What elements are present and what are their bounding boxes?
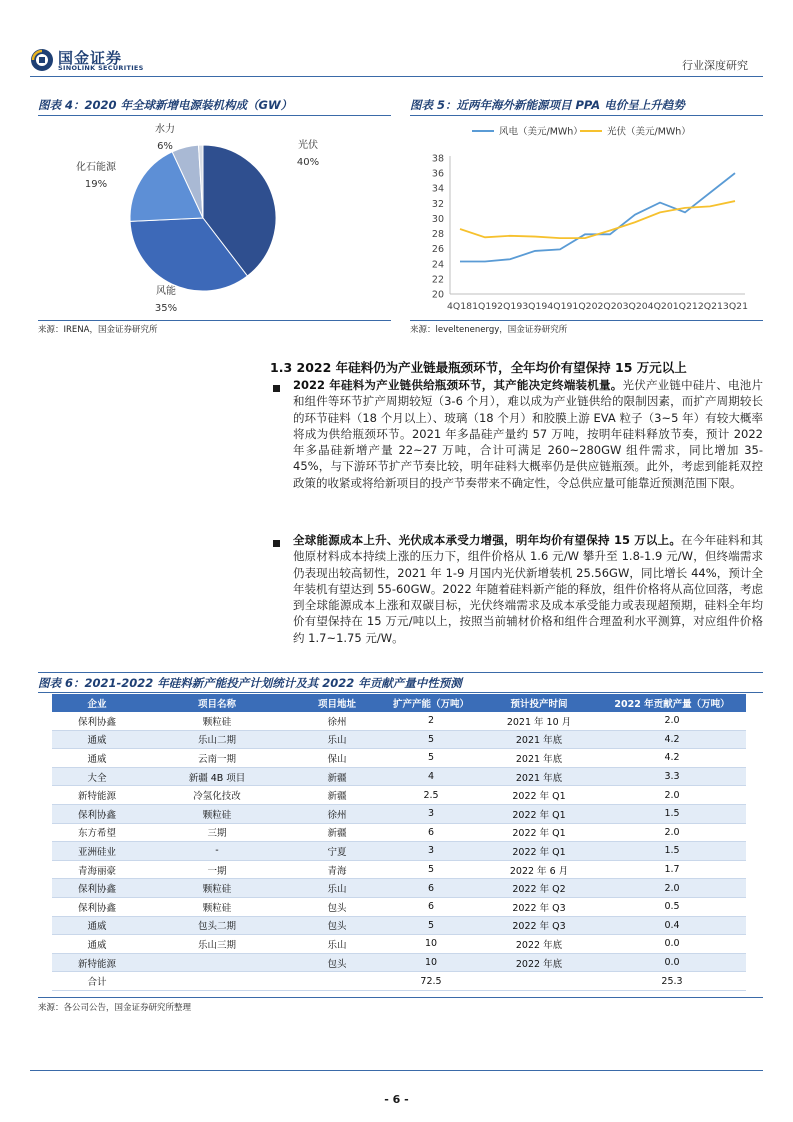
- table-cell: 1.5: [598, 804, 746, 823]
- figure6-title: 图表 6：2021-2022 年硅料新产能投产计划统计及其 2022 年贡献产量中性预测: [38, 676, 462, 690]
- table-header-cell-0: 企业: [52, 694, 142, 712]
- sinolink-logo-icon: [30, 47, 54, 73]
- table-cell: 2021 年底: [480, 749, 598, 768]
- table-header-cell-2: 项目地址: [292, 694, 382, 712]
- table-cell: 新疆 4B 项目: [142, 767, 292, 786]
- table-cell: 乐山: [292, 879, 382, 898]
- table-cell: 新疆: [292, 823, 382, 842]
- table-row: [52, 730, 746, 749]
- table-header-cell-5: 2022 年贡献产量（万吨）: [598, 694, 746, 712]
- figure6-top-rule: [38, 672, 763, 673]
- table-cell: 新疆: [292, 767, 382, 786]
- section-paragraph-2: [293, 532, 763, 646]
- paragraph-1-lead: 2022 年硅料为产业链供给瓶颈环节，其产能决定终端装机量。: [293, 378, 623, 392]
- y-tick-label-0: 20: [431, 289, 444, 301]
- table-cell: 青海丽豪: [52, 860, 142, 879]
- pie-value-label-1: 35%: [154, 303, 178, 314]
- figure4-pie-chart: [38, 118, 393, 320]
- table-cell: 1.5: [598, 842, 746, 861]
- pie-value-label-0: 40%: [296, 157, 320, 168]
- table-cell: 2021 年底: [480, 730, 598, 749]
- table-header-cell-3: 扩产产能（万吨）: [382, 694, 480, 712]
- table-cell: 2: [382, 712, 480, 730]
- section-heading: 1.3 2022 年硅料仍为产业链最瓶颈环节，全年均价有望保持 15 万元以上: [270, 360, 687, 375]
- table-cell: 颗粒硅: [142, 804, 292, 823]
- table-cell: 新疆: [292, 786, 382, 805]
- table-cell: 4.2: [598, 749, 746, 768]
- y-tick-label-8: 36: [431, 168, 444, 180]
- y-tick-label-4: 28: [431, 229, 444, 241]
- table-cell: 2022 年 Q1: [480, 804, 598, 823]
- table-row: [52, 786, 746, 805]
- pie-label-1: 风能: [156, 286, 176, 297]
- table-cell: -: [142, 842, 292, 861]
- table-cell: 三期: [142, 823, 292, 842]
- table-row: [52, 842, 746, 861]
- table-row: [52, 823, 746, 842]
- figure5-bottom-rule: [410, 320, 763, 321]
- figure5-line-chart: [410, 118, 763, 320]
- table-cell: 2022 年 Q1: [480, 823, 598, 842]
- figure4-bottom-rule: [38, 320, 391, 321]
- table-cell: 5: [382, 916, 480, 935]
- table-cell: 2022 年底: [480, 953, 598, 972]
- table-cell: 徐州: [292, 804, 382, 823]
- pie-label-2: 化石能源: [76, 162, 116, 173]
- table-row: [52, 935, 746, 954]
- figure6-source: 来源：各公司公告，国金证券研究所整理: [38, 1003, 192, 1013]
- table-cell: 保山: [292, 749, 382, 768]
- table-cell: 4: [382, 767, 480, 786]
- table-cell: 3.3: [598, 767, 746, 786]
- table-cell: 2022 年底: [480, 935, 598, 954]
- table-cell: 3: [382, 842, 480, 861]
- table-cell: 2021 年 10 月: [480, 712, 598, 730]
- table-cell: 亚洲硅业: [52, 842, 142, 861]
- table-cell: 2.0: [598, 879, 746, 898]
- table-cell: 2022 年 Q3: [480, 916, 598, 935]
- table-cell: 包头: [292, 897, 382, 916]
- series-line-1: [460, 201, 735, 238]
- header-divider: [30, 76, 763, 77]
- paragraph-2-lead: 全球能源成本上升、光伏成本承受力增强，明年均价有望保持 15 万以上。: [293, 533, 682, 547]
- table-cell: 2022 年 Q2: [480, 879, 598, 898]
- figure6-table-wrap: [52, 694, 746, 991]
- figure4-source: 来源：IRENA，国金证券研究所: [38, 325, 158, 335]
- page-number: - 6 -: [384, 1093, 409, 1106]
- table-row: [52, 712, 746, 730]
- table-cell: 包头: [292, 916, 382, 935]
- table-cell: 3: [382, 804, 480, 823]
- table-row: [52, 767, 746, 786]
- footer-divider: [30, 1070, 763, 1071]
- bullet-marker-2: [273, 540, 280, 547]
- table-cell: 一期: [142, 860, 292, 879]
- table-cell: 徐州: [292, 712, 382, 730]
- figure5-title-rule: [410, 115, 763, 116]
- figure4-title-rule: [38, 115, 391, 116]
- table-header-cell-4: 预计投产时间: [480, 694, 598, 712]
- paragraph-1-body: 光伏产业链中硅片、电池片和组件等环节扩产周期较短（3-6 个月），难以成为产业链供给的限制因素，而扩产周期较长的环节硅料（18 个月以上）、玻璃（18 个月）和胶膜上游 EVA 粒子（3~5 年）有较大概率将成为供给瓶颈环节。2021 年多晶硅产量约 57 万吨，按明年硅料释放节奏，预计 2022 年多晶硅新增产量 22~27 万吨，合计可满足 260~280GW 组件需求，同比增加 35-45%，与下游环节扩产节奏比较，明年硅料大概率仍是供应链瓶颈。此外，考虑到能耗双控政策的收紧或将给新项目的投产节奏带来不确定性，令总供应量可能靠近预测范围下限。: [293, 378, 764, 490]
- figure4-title: 图表 4：2020 年全球新增电源装机构成（GW）: [38, 98, 293, 112]
- table-cell: 2021 年底: [480, 767, 598, 786]
- table-header-row: [52, 694, 746, 712]
- bullet-marker-1: [273, 385, 280, 392]
- table-cell: 颗粒硅: [142, 712, 292, 730]
- table-cell: 乐山: [292, 730, 382, 749]
- table-cell: [142, 953, 292, 972]
- table-cell: 宁夏: [292, 842, 382, 861]
- table-cell: 72.5: [382, 972, 480, 991]
- table-cell: 6: [382, 879, 480, 898]
- table-cell: 0.0: [598, 935, 746, 954]
- table-cell: 新特能源: [52, 953, 142, 972]
- table-cell: 东方希望: [52, 823, 142, 842]
- pie-value-label-2: 19%: [84, 179, 108, 190]
- table-cell: 4.2: [598, 730, 746, 749]
- y-tick-label-5: 30: [431, 213, 444, 225]
- table-row: [52, 897, 746, 916]
- y-tick-label-2: 24: [431, 259, 444, 271]
- table-cell: 6: [382, 823, 480, 842]
- table-cell: 乐山二期: [142, 730, 292, 749]
- table-cell: 包头: [292, 953, 382, 972]
- table-row: [52, 860, 746, 879]
- table-cell: 2022 年 Q3: [480, 897, 598, 916]
- table-row: [52, 804, 746, 823]
- table-total-row: [52, 972, 746, 991]
- table-cell: 通威: [52, 916, 142, 935]
- y-tick-label-7: 34: [431, 183, 444, 195]
- logo-company-name: 国金证券: [58, 49, 123, 67]
- table-cell: 通威: [52, 935, 142, 954]
- table-cell: 2.0: [598, 712, 746, 730]
- table-cell: 新特能源: [52, 786, 142, 805]
- series-line-0: [460, 173, 735, 261]
- table-row: [52, 879, 746, 898]
- table-header-cell-1: 项目名称: [142, 694, 292, 712]
- table-cell: 2022 年 Q1: [480, 786, 598, 805]
- table-cell: 2022 年 Q1: [480, 842, 598, 861]
- table-cell: 0.5: [598, 897, 746, 916]
- logo-company-english: SINOLINK SECURITIES: [58, 64, 144, 72]
- table-cell: 1.7: [598, 860, 746, 879]
- table-cell: 云南一期: [142, 749, 292, 768]
- table-row: [52, 916, 746, 935]
- table-cell: [142, 972, 292, 991]
- table-cell: 0.4: [598, 916, 746, 935]
- table-row: [52, 953, 746, 972]
- legend-label-0: 风电（美元/MWh）: [499, 126, 583, 138]
- table-cell: 6: [382, 897, 480, 916]
- figure6-bottom-rule: [38, 997, 763, 998]
- legend-label-1: 光伏（美元/MWh）: [607, 126, 691, 138]
- capacity-table: [52, 694, 746, 991]
- table-cell: 2.0: [598, 823, 746, 842]
- pie-label-0: 光伏: [298, 140, 318, 151]
- table-cell: 乐山三期: [142, 935, 292, 954]
- table-cell: 颗粒硅: [142, 897, 292, 916]
- table-cell: 5: [382, 749, 480, 768]
- pie-value-label-3: 6%: [157, 141, 173, 152]
- table-cell: [480, 972, 598, 991]
- table-cell: 5: [382, 860, 480, 879]
- table-cell: 青海: [292, 860, 382, 879]
- company-logo: [30, 45, 170, 75]
- y-tick-label-1: 22: [431, 274, 444, 286]
- y-tick-label-6: 32: [431, 198, 444, 210]
- table-cell: 2.0: [598, 786, 746, 805]
- table-cell: 颗粒硅: [142, 879, 292, 898]
- table-cell: [292, 972, 382, 991]
- report-type: 行业深度研究: [682, 59, 748, 72]
- y-tick-label-3: 26: [431, 244, 444, 256]
- table-cell: 通威: [52, 749, 142, 768]
- table-cell: 保利协鑫: [52, 897, 142, 916]
- x-tick-labels: 4Q181Q192Q193Q194Q191Q202Q203Q204Q201Q212Q213Q21: [447, 302, 748, 312]
- table-cell: 冷氢化技改: [142, 786, 292, 805]
- table-cell: 25.3: [598, 972, 746, 991]
- table-cell: 10: [382, 953, 480, 972]
- section-paragraph-1: [293, 377, 763, 491]
- pie-label-3: 水力: [155, 124, 175, 135]
- table-cell: 保利协鑫: [52, 712, 142, 730]
- table-cell: 2022 年 6 月: [480, 860, 598, 879]
- y-tick-label-9: 38: [431, 153, 444, 165]
- table-cell: 大全: [52, 767, 142, 786]
- figure5-source: 来源：leveltenenergy，国金证券研究所: [410, 325, 568, 335]
- table-cell: 保利协鑫: [52, 804, 142, 823]
- table-cell: 包头二期: [142, 916, 292, 935]
- table-cell: 10: [382, 935, 480, 954]
- table-cell: 保利协鑫: [52, 879, 142, 898]
- figure5-title: 图表 5：近两年海外新能源项目 PPA 电价呈上升趋势: [410, 98, 685, 112]
- table-cell: 合计: [52, 972, 142, 991]
- table-cell: 0.0: [598, 953, 746, 972]
- table-row: [52, 749, 746, 768]
- paragraph-2-body: 在今年硅料和其他原材料成本持续上涨的压力下，组件价格从 1.6 元/W 攀升至 1.8-1.9 元/W，但终端需求仍表现出较高韧性，2021 年 1-9 月国内光伏新增装机 25.56GW，同比增长 44%，预计全年装机有望达到 55-60GW。2022 年随着硅料新产能的释放，组件价格将从高位回落，考虑到全球能源成本上涨和双碳目标，光伏终端需求及成本承受能力或表现超预期，硅料全年均价有望保持在 15 万元/吨以上，按照当前辅材价格和组件合理盈利水平测算，对应组件价格约 1.7~1.75 元/W。: [293, 533, 763, 645]
- table-cell: 乐山: [292, 935, 382, 954]
- figure6-title-rule: [38, 692, 763, 693]
- table-cell: 5: [382, 730, 480, 749]
- table-cell: 通威: [52, 730, 142, 749]
- table-cell: 2.5: [382, 786, 480, 805]
